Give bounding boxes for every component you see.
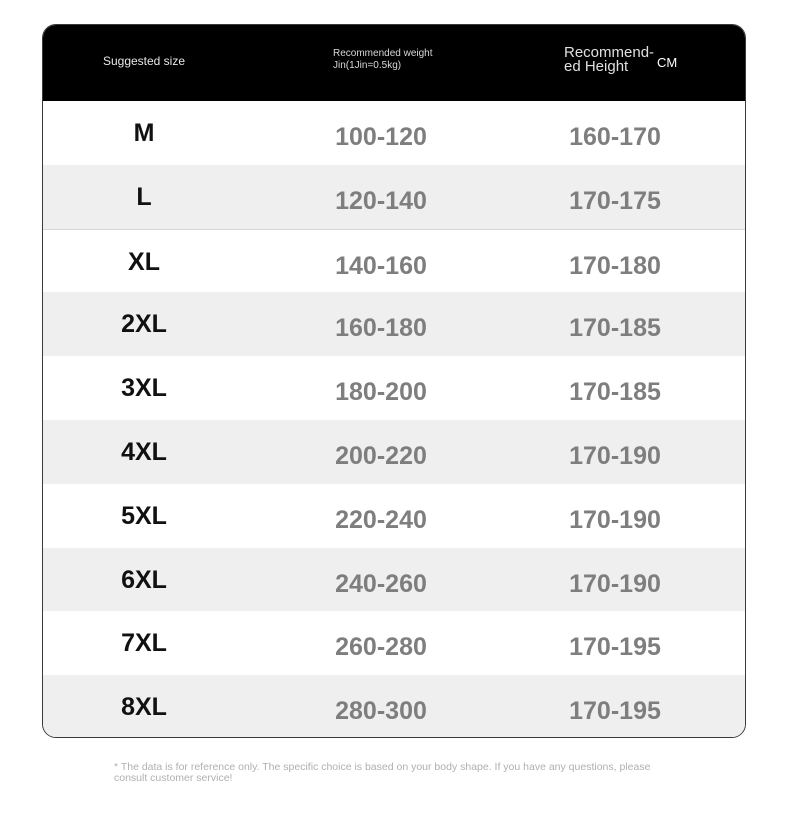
- size-cell: 7XL: [121, 629, 167, 658]
- weight-cell: 280-300: [335, 697, 427, 726]
- height-cell: 170-190: [569, 505, 661, 534]
- table-row: [43, 420, 745, 484]
- header-height-title-line1: Recommend-: [564, 44, 655, 61]
- weight-cell: 220-240: [335, 505, 427, 534]
- table-row: [43, 675, 745, 738]
- header-height-title-line2: ed Height: [564, 58, 629, 75]
- header-weight-unit-note: Jin(1Jin=0.5kg): [333, 60, 402, 71]
- table-row: [43, 101, 745, 165]
- table-header: [43, 25, 745, 101]
- weight-cell: 260-280: [335, 633, 427, 662]
- size-cell: L: [136, 182, 152, 211]
- weight-cell: 120-140: [335, 186, 427, 215]
- size-cell: 3XL: [121, 374, 167, 403]
- height-cell: 170-185: [569, 314, 661, 343]
- table-row: [43, 484, 745, 548]
- header-height-title: [564, 46, 654, 74]
- table-row: [43, 611, 745, 675]
- table-row: [43, 165, 745, 229]
- table-row: [43, 229, 745, 293]
- size-cell: 5XL: [121, 501, 167, 530]
- table-body: [43, 101, 745, 738]
- table-row: [43, 356, 745, 420]
- height-cell: 160-170: [569, 123, 661, 151]
- size-cell: 8XL: [121, 693, 167, 722]
- header-recommended-weight: [333, 48, 433, 72]
- weight-cell: 160-180: [335, 314, 427, 343]
- weight-cell: 240-260: [335, 569, 427, 598]
- table-row: [43, 548, 745, 612]
- header-height-unit: CM: [657, 54, 678, 70]
- size-cell: 4XL: [121, 437, 167, 466]
- header-suggested-size: Suggested size: [102, 54, 186, 68]
- size-cell: 2XL: [121, 310, 167, 339]
- height-cell: 170-195: [569, 697, 661, 726]
- height-cell: 170-190: [569, 569, 661, 598]
- size-cell: 6XL: [121, 565, 167, 594]
- size-cell: M: [133, 119, 155, 147]
- weight-cell: 100-120: [335, 123, 427, 151]
- size-cell: XL: [128, 247, 160, 276]
- height-cell: 170-175: [569, 186, 661, 215]
- weight-cell: 180-200: [335, 378, 427, 407]
- table-row: [43, 292, 745, 356]
- header-recommended-height: [564, 46, 677, 74]
- height-cell: 170-180: [569, 251, 661, 280]
- height-cell: 170-190: [569, 441, 661, 470]
- weight-cell: 140-160: [335, 251, 427, 280]
- weight-cell: 200-220: [335, 441, 427, 470]
- height-cell: 170-185: [569, 378, 661, 407]
- disclaimer-footnote: * The data is for reference only. The specific choice is based on your body shape. If you have any questions, please consult customer service!: [114, 761, 651, 784]
- size-chart-table: [42, 24, 746, 738]
- height-cell: 170-195: [569, 633, 661, 662]
- header-weight-title: Recommended weight: [333, 48, 433, 59]
